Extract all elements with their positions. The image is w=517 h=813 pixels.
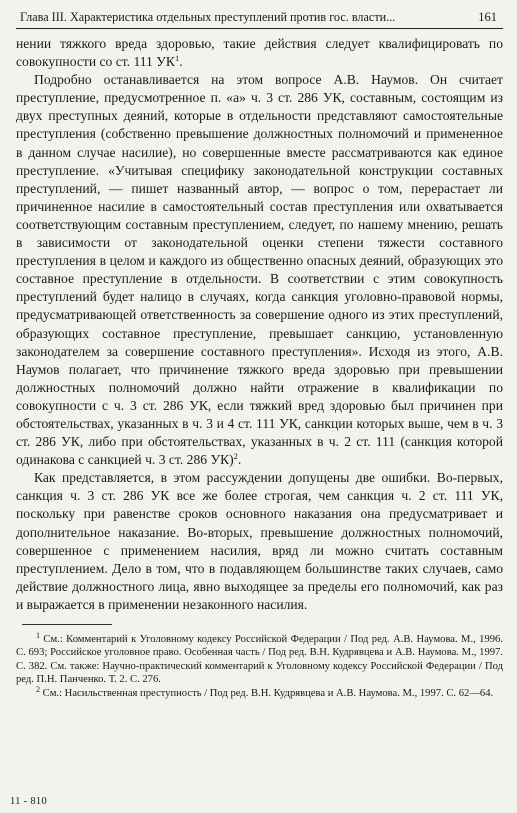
running-header — [16, 10, 503, 29]
footnote-ref-2: 2 — [233, 451, 238, 462]
main-text — [16, 35, 503, 614]
paragraph-1: нении тяжкого вреда здоровью, такие действия следует квалифицировать по совокупности со ст. 111 $УК^1$. — [16, 36, 503, 70]
footnote-1: $^1$ См.: Комментарий к Уголовному кодексу Российской Федерации / Под ред. А.В. Наумова. М., 1996. С. 693; Российское уголовное право. Особенная часть / Под ред. В.Н. Кудрявцева и А.В. Наумова. М., 1997. С. 382. См. также: Научно-практический комментарий к Уголовному кодексу Российской Федерации / Под ред. П.Н. Панченко. Т. 2. С. 276. — [16, 631, 503, 686]
footnotes — [16, 633, 503, 700]
footnote-ref-1: 1 — [174, 53, 180, 64]
footnote-2: $^2$ См.: Насильственная преступность / Под ред. В.Н. Кудрявцева и А.В. Наумова. М., 1997. С. 62—64. — [36, 684, 494, 699]
printer-signature: 11 - 810 — [10, 796, 48, 807]
page-number: 161 — [478, 10, 497, 24]
footnote-separator — [22, 624, 112, 625]
paragraph-3: Как представляется, в этом рассуждении допущены две ошибки. Во-первых, санкция ч. 3 ст. 286 УК все же более строгая, чем санкция ч. 2 ст. 111 УК, поскольку при равенстве сроков основного наказания она предусматривает и дополнительное наказание. Во-вторых, превышение должностных полномочий, совершенное с применением насилия, вряд ли можно считать составным преступлением. Дело в том, что в подавляющем большинстве таких случаев, само действие должностного лица, явно выходящее за пределы его полномочий, как раз и выражается в применении незаконного насилия. — [16, 470, 503, 612]
paragraph-2: Подробно останавливается на этом вопросе А.В. Наумов. Он считает преступление, предусмотренное п. «а» ч. 3 ст. 286 УК, составным, состоящим из двух преступных деяний, которые в отдельности представляют самостоятельные преступления (собственно превышение должностных полномочий и примененное в данном случае насилие), но совершенные вместе рассматриваются как единое преступление. «Учитывая специфику законодательной конструкции составных преступлений, — пишет названный автор, — вопрос о том, перерастает ли причиненное насилие в самостоятельный состав преступления или охватывается соответствующим составным преступлением, следует, по нашему мнению, решать в зависимости от законодательной оценки степени тяжести составного преступления в целом и каждого из общественно опасных деяний, образующих это составное преступление в отдельности. В соответствии с этим совокупность преступлений будет налицо в случаях, когда санкция уголовно-правовой нормы, предусматривающей ответственность за совершение одного из этих преступлений, образующих составное преступление, превышает санкцию, установленную законодателем за совершение составного преступления». Исходя из этого, А.В. Наумов полагает, что причинение тяжкого вреда здоровью при превышении должностных полномочий должно найти отражение в квалификации по совокупности с ч. 3 ст. 286 УК, если тяжкий вред здоровью был причинен при обстоятельствах, указанных в ч. 3 и 4 ст. 111 УК, санкции которых выше, чем в ч. 3 ст. 286 УК, либо при обстоятельствах, указанных в ч. 2 ст. 111 (санкция которой одинакова с санкцией ч. 3 ст. 286 УК)$^2$. — [16, 72, 503, 468]
chapter-title: Глава III. Характеристика отдельных преступлений против гос. власти... — [20, 10, 396, 24]
